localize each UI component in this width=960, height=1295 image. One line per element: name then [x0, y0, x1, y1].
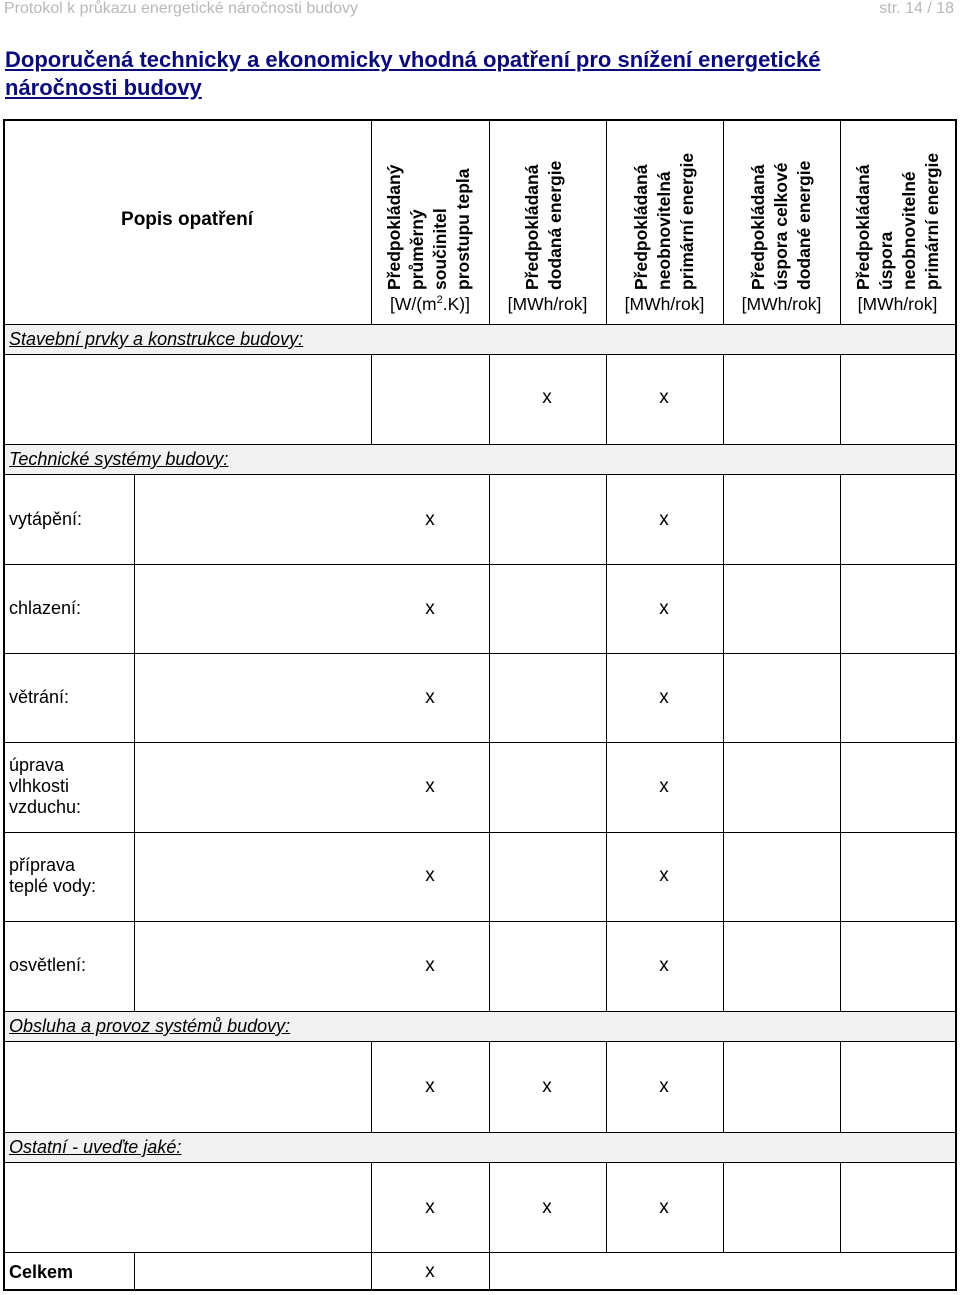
column-header-4: Předpokládaná úspora celkové dodané energie	[748, 160, 814, 290]
unit-4: [MWh/rok]	[741, 294, 822, 314]
mark-humidity-col3: x	[659, 776, 669, 797]
column-header-2-wrap	[521, 122, 581, 290]
column-header-4-wrap	[747, 122, 827, 290]
row-label-cooling: chlazení:	[9, 598, 82, 618]
section-other: Ostatní - uveďte jaké:	[5, 1132, 955, 1162]
mark-heating-col1: x	[425, 509, 435, 530]
unit-1: $[W/(m^2.K)]$	[389, 294, 470, 314]
mark-lighting-col1: x	[425, 955, 435, 976]
mark-ventilation-col3: x	[659, 687, 669, 708]
mark-operation-col3: x	[659, 1076, 669, 1097]
mark-building-col3: x	[659, 387, 669, 408]
mark-ventilation-col1: x	[425, 687, 435, 708]
mark-cooling-col1: x	[425, 598, 435, 619]
unit-2: [MWh/rok]	[507, 294, 588, 314]
column-header-1: Předpokládaný průměrný součinitel prostupu tepla	[384, 164, 473, 290]
row-label-ventilation: větrání:	[9, 687, 70, 707]
mark-other-col2: x	[542, 1197, 552, 1218]
mark-other-col1: x	[425, 1197, 435, 1218]
column-header-5-wrap	[852, 122, 952, 290]
row-label-hot-water: příprava teplé vody:	[9, 855, 97, 896]
mark-building-col2: x	[542, 387, 552, 408]
page-title: Doporučená technicky a ekonomicky vhodná opatření pro snížení energetické náročnosti budovy	[5, 47, 821, 100]
mark-hot-water-col1: x	[425, 865, 435, 886]
mark-total-col1: x	[425, 1261, 435, 1282]
mark-operation-col1: x	[425, 1076, 435, 1097]
mark-heating-col3: x	[659, 509, 669, 530]
unit-3: [MWh/rok]	[624, 294, 705, 314]
column-header-5: Předpokládaná úspora neobnovitelné primární energie	[853, 152, 942, 290]
page-header-left: Protokol k průkazu energetické náročnosti budovy	[4, 0, 358, 17]
column-header-3: Předpokládaná neobnovitelná primární energie	[631, 152, 697, 290]
mark-lighting-col3: x	[659, 955, 669, 976]
section-building-elements: Stavební prvky a konstrukce budovy:	[5, 324, 955, 354]
column-header-1-wrap	[383, 122, 483, 290]
total-label: Celkem	[9, 1262, 74, 1282]
section-technical-systems: Technické systémy budovy:	[5, 444, 955, 474]
row-label-heating: vytápění:	[9, 509, 83, 529]
mark-operation-col2: x	[542, 1076, 552, 1097]
column-header-2: Předpokládaná dodaná energie	[522, 160, 565, 290]
description-header: Popis opatření	[121, 209, 253, 230]
page-number: str. 14 / 18	[879, 0, 954, 17]
section-operation: Obsluha a provoz systémů budovy:	[5, 1011, 955, 1041]
mark-cooling-col3: x	[659, 598, 669, 619]
unit-5: [MWh/rok]	[857, 294, 938, 314]
mark-humidity-col1: x	[425, 776, 435, 797]
column-header-3-wrap	[630, 122, 710, 290]
mark-hot-water-col3: x	[659, 865, 669, 886]
mark-other-col3: x	[659, 1197, 669, 1218]
row-label-lighting: osvětlení:	[9, 955, 87, 975]
row-label-humidity: úprava vlhkosti vzduchu:	[9, 755, 82, 817]
